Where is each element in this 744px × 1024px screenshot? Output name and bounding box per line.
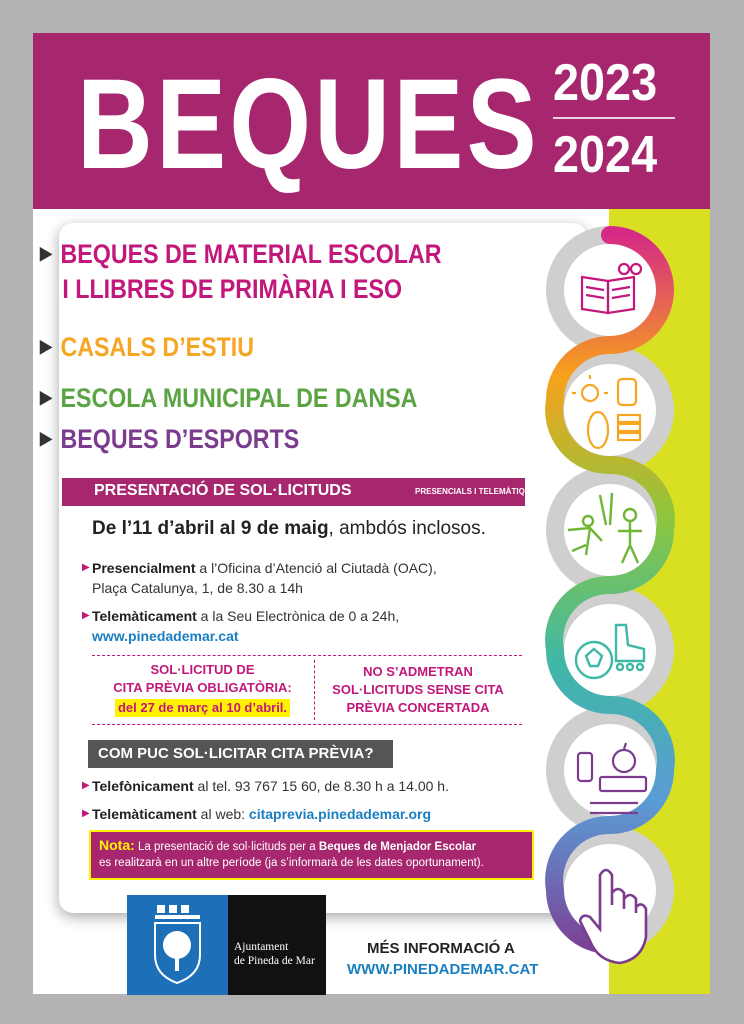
- nota-text1: La presentació de sol·licituds per a: [134, 841, 319, 853]
- dates-rest: , ambdós inclosos.: [328, 518, 486, 539]
- presencial-text: a l’Oficina d’Atenció al Ciutadà (OAC),: [195, 560, 437, 576]
- divider-vertical: [314, 660, 315, 720]
- nota-label: Nota:: [99, 837, 135, 853]
- telefon-text: al tel. 93 767 15 60, de 8.30 h a 14.00 h.: [193, 778, 449, 794]
- arrow-icon: ▶: [40, 336, 52, 356]
- triangle-icon: ▶: [82, 780, 90, 791]
- triangle-icon: ▶: [82, 562, 90, 573]
- presentacio-bar: [62, 478, 542, 506]
- category-label: BEQUES DE MATERIAL ESCOLAR: [60, 239, 442, 269]
- dates-line: [92, 518, 486, 540]
- nota-bold: Beques de Menjador Escolar: [318, 841, 477, 853]
- category-material-escolar: [40, 238, 442, 274]
- category-casals: [40, 331, 254, 367]
- year-bottom: 2024: [553, 126, 658, 184]
- telematic-item: [82, 606, 400, 646]
- divider-top: [92, 655, 522, 656]
- nota-box: [89, 830, 534, 880]
- web-text: al web:: [196, 806, 249, 822]
- category-dansa: [40, 382, 417, 418]
- divider-bottom: [92, 724, 522, 725]
- more-info-url[interactable]: WWW.PINEDADEMAR.CAT: [347, 961, 539, 978]
- web-item: [82, 804, 431, 824]
- ajuntament-name: [234, 940, 315, 968]
- arrow-icon: ▶: [40, 387, 52, 407]
- arrow-icon: ▶: [40, 428, 52, 448]
- logo-emblem: [127, 895, 228, 995]
- arrow-icon: ▶: [40, 243, 52, 263]
- presentacio-subtitle: PRESENCIALS I TELEMÀTIQUES: [415, 487, 542, 496]
- cita-dates-highlight: del 27 de març al 10 d’abril.: [115, 699, 290, 717]
- tree-emblem-icon: [127, 895, 228, 995]
- page-title: BEQUES: [77, 53, 540, 196]
- telefon-item: [82, 776, 449, 796]
- cita-right-line2: SOL·LICITUDS SENSE CITA: [332, 682, 504, 697]
- no-admetran-notice: [318, 663, 518, 717]
- category-label: BEQUES D’ESPORTS: [60, 424, 300, 454]
- cita-right-line1: NO S’ADMETRAN: [363, 664, 473, 679]
- ajuntament-line2: de Pineda de Mar: [234, 955, 315, 967]
- presencial-bold: Presencialment: [92, 560, 196, 576]
- presencial-item: [82, 558, 437, 598]
- year-top: 2023: [553, 54, 658, 112]
- presencial-address: Plaça Catalunya, 1, de 8.30 a 14h: [92, 580, 303, 596]
- telematic-text: a la Seu Electrònica de 0 a 24h,: [196, 608, 400, 624]
- telefon-bold: Telefònicament: [92, 778, 194, 794]
- category-label: ESCOLA MUNICIPAL DE DANSA: [60, 383, 418, 413]
- dates-bold: De l’11 d’abril al 9 de maig: [92, 518, 329, 539]
- telematic-bold: Telemàticament: [92, 608, 197, 624]
- cita-left-line2: CITA PRÈVIA OBLIGATÒRIA:: [113, 680, 292, 695]
- cita-left-line1: SOL·LICITUD DE: [150, 662, 255, 677]
- category-label: CASALS D’ESTIU: [60, 332, 255, 362]
- com-puc-bar: COM PUC SOL·LICITAR CITA PRÈVIA?: [88, 740, 393, 768]
- nota-text2: es realitzarà en un altre període (ja s’informarà de les dates oportunament).: [99, 857, 484, 869]
- category-llibres: I LLIBRES DE PRIMÀRIA I ESO: [62, 274, 403, 304]
- website-link[interactable]: www.pinedademar.cat: [92, 628, 239, 644]
- cita-previa-notice: [95, 661, 310, 717]
- category-esports: [40, 423, 299, 459]
- more-info-label: MÉS INFORMACIÓ A: [367, 940, 515, 957]
- cita-right-line3: PRÈVIA CONCERTADA: [346, 700, 490, 715]
- triangle-icon: ▶: [82, 808, 90, 819]
- citaprevia-link[interactable]: citaprevia.pinedademar.org: [248, 806, 431, 822]
- rings-decoration: [520, 225, 700, 995]
- ajuntament-line1: Ajuntament: [234, 941, 289, 953]
- presentacio-title: PRESENTACIÓ DE SOL·LICITUDS: [94, 482, 352, 499]
- year-divider: [553, 117, 675, 119]
- web-bold: Telemàticament: [92, 806, 197, 822]
- triangle-icon: ▶: [82, 610, 90, 621]
